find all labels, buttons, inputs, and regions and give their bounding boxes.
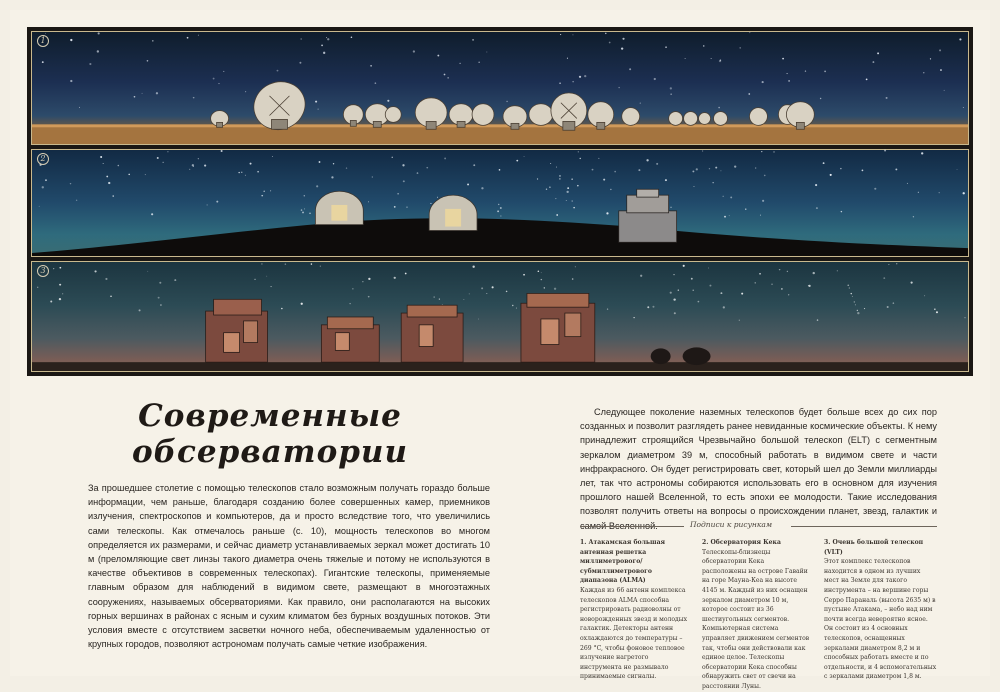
divider [791,526,937,527]
panel-number: 1 [37,35,49,47]
caption-title: 1. Атакамская большая антенная решетка миллиметрового/субмиллиметрового диапазона (ALMA) [580,539,666,585]
page-title [120,398,420,470]
caption-alma [580,538,688,682]
caption-text: Этот комплекс телескопов находится в одном из лучших мест на Земле для такого инструмента – на вершине горы Серро Параналь (высота 2635 м) в пустыне Атакама, – небо над ним почти всегда невероятно ясное. Он состоит из 4 основных телескопов, оснащенных зеркалами диаметром 8,2 м и способных работать вместе и по отдельности, и 4 вспомогательных с зеркалами диаметром 1,8 м. [824,558,937,681]
body-text-left: За прошедшее столетие с помощью телескопов стало возможным получать гораздо больше информации, чем раньше, благодаря созданию более совершенных камер, приемников излучения, спектроскопов и компьютеров, да и просто вследствие того, что увеличились сами телескопы. Как отмечалось раньше (с. 10), мощность телескопов во многом определяется их размерами, и сейчас диаметр устанавливаемых зеркал может достигать 10 м (преломляющие свет линзы такого диаметра очень тяжелые и потому не используются в качестве объективов в современных телескопах). Гигантские телескопы, применяемые главным образом для наблюдений в видимом свете, размещают в многоэтажных сооружениях, называемых обсерваториями. Как правило, они располагаются на высоких горных вершинах в районах с ясным и сухим климатом без бурных воздушных потоков. Эти условия вместе с отсутствием засветки ночного неба, обеспечиваемым удаленностью от крупных городов, позволяют астрономам получать самые четкие изображения. [88,483,490,650]
desert-ground [32,126,968,144]
stars [37,263,966,321]
panel-number: 3 [37,265,49,277]
alma-scene [32,32,968,144]
vlt-scene [32,262,968,371]
vlt-unit-telescopes [206,293,595,362]
body-text-right: Следующее поколение наземных телескопов будет больше всех до сих пор созданных и позволит разглядеть ранее невиданные космические объекты. К нему принадлежит строящийся Чрезвычайно большой телескоп (ELT) с сегментным зеркалом диаметром 39 м, способный работать в видимом свете и части инфракрасного. Он будет регистрировать свет, который шел до Земли миллиарды лет, так что астрономы собираются использовать его в основном для изучения прошлого нашей Вселенной, то есть эпохи ее молодости. Такие исследования позволят получить ответы на вопросы о происхождении планет, звезд, галактик и [580,407,937,517]
large-telescope-building [619,189,677,242]
title-line-1: Современные [138,398,402,434]
mountain-silhouette [32,218,968,256]
captions-heading-text: Подписи к рисункам [690,520,773,529]
panel-vlt [31,261,969,372]
panel-number: 2 [37,153,49,165]
panel-keck [31,149,969,257]
caption-text: Каждая из 66 антенн комплекса телескопов ALMA способна регистрировать радиоволны от новорожденных звезд и молодых галактик. Детекторы антенн охлаждаются до температуры –269 °C, чтобы фоновое тепловое излучение нагретого инструмента не размывало принимаемые сигналы. [580,586,688,681]
caption-text: Телескопы-близнецы обсерватории Кека расположены на острове Гавайи на горе Мауна-Кеа на высоте 4145 м. Каждый из них оснащен зеркалом диаметром 10 м, которое состоит из 36 шестиугольных сегментов. Компьютерная система управляет движением сегментов так, чтобы они действовали как единое целое. Телескопы обсерватории Кека способны обнаружить свет от свечи на расстоянии Луны. [702,548,810,690]
keck-scene [32,150,968,256]
panel-alma [31,31,969,145]
observatories-illustration [27,27,973,376]
caption-title: 3. Очень большой телескоп (VLT) [824,539,924,556]
stars [39,149,965,217]
captions-heading [580,520,937,532]
stars [38,32,964,109]
caption-keck [702,538,810,692]
caption-title: 2. Обсерватория Кека [702,539,781,546]
divider [580,526,684,527]
caption-vlt [824,538,937,682]
title-line-2: обсерватории [131,434,408,470]
